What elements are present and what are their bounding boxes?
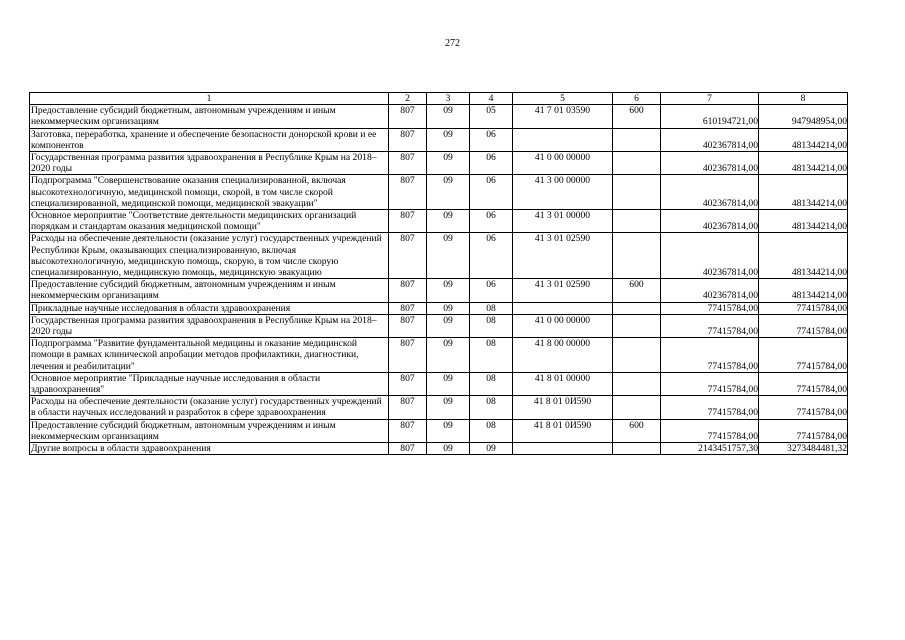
expense-type-code (613, 443, 661, 455)
section-code: 09 (427, 314, 470, 337)
target-article-code: 41 8 00 00000 (513, 338, 613, 373)
section-code: 09 (427, 175, 470, 210)
target-article-code: 41 3 01 00000 (513, 210, 613, 233)
expense-type-code (613, 128, 661, 151)
expense-name: Государственная программа развития здравоохранения в Республике Крым на 2018–2020 годы (30, 152, 389, 175)
expense-type-code (613, 302, 661, 314)
ministry-code: 807 (389, 443, 427, 455)
target-article-code (513, 128, 613, 151)
section-code: 09 (427, 372, 470, 395)
ministry-code: 807 (389, 210, 427, 233)
amount-year-2: 947948954,00 (759, 105, 848, 128)
expense-type-code: 600 (613, 279, 661, 302)
expense-name: Предоставление субсидий бюджетным, автономным учреждениям и иным некоммерческим организациям (30, 105, 389, 128)
section-code: 09 (427, 396, 470, 419)
ministry-code: 807 (389, 128, 427, 151)
table-row (30, 279, 848, 302)
section-code: 09 (427, 233, 470, 279)
section-code: 09 (427, 419, 470, 442)
table-row (30, 372, 848, 395)
table-row (30, 233, 848, 279)
column-header: 4 (470, 93, 513, 105)
expense-type-code (613, 233, 661, 279)
target-article-code: 41 3 01 02590 (513, 233, 613, 279)
expense-name: Другие вопросы в области здравоохранения (30, 443, 389, 455)
budget-table (29, 92, 848, 455)
expense-name: Подпрограмма "Совершенствование оказания специализированной, включая высокотехнологичную, медицинской помощи, скорой, в том числе скорой специализированной, медицинской помощи, медицинской эвакуации" (30, 175, 389, 210)
amount-year-1: 2143451757,30 (661, 443, 759, 455)
expense-name: Основное мероприятие "Прикладные научные исследования в области здравоохранения" (30, 372, 389, 395)
target-article-code: 41 8 01 0И590 (513, 396, 613, 419)
subsection-code: 08 (470, 372, 513, 395)
section-code: 09 (427, 210, 470, 233)
section-code: 09 (427, 338, 470, 373)
amount-year-1: 77415784,00 (661, 314, 759, 337)
table-row (30, 175, 848, 210)
table-row (30, 105, 848, 128)
amount-year-1: 77415784,00 (661, 419, 759, 442)
target-article-code: 41 8 01 0И590 (513, 419, 613, 442)
target-article-code: 41 3 00 00000 (513, 175, 613, 210)
ministry-code: 807 (389, 302, 427, 314)
amount-year-1: 402367814,00 (661, 279, 759, 302)
subsection-code: 08 (470, 396, 513, 419)
expense-type-code (613, 210, 661, 233)
expense-name: Основное мероприятие "Соответствие деятельности медицинских организаций порядкам и стандартам оказания медицинской помощи" (30, 210, 389, 233)
subsection-code: 06 (470, 152, 513, 175)
target-article-code (513, 302, 613, 314)
section-code: 09 (427, 105, 470, 128)
amount-year-1: 402367814,00 (661, 210, 759, 233)
section-code: 09 (427, 152, 470, 175)
table-row (30, 128, 848, 151)
ministry-code: 807 (389, 338, 427, 373)
amount-year-1: 402367814,00 (661, 175, 759, 210)
subsection-code: 08 (470, 314, 513, 337)
table-row (30, 419, 848, 442)
amount-year-1: 402367814,00 (661, 152, 759, 175)
expense-type-code: 600 (613, 105, 661, 128)
ministry-code: 807 (389, 233, 427, 279)
table-row (30, 314, 848, 337)
table-row (30, 338, 848, 373)
amount-year-2: 481344214,00 (759, 233, 848, 279)
table-header-row (30, 93, 848, 105)
subsection-code: 08 (470, 419, 513, 442)
expense-name: Заготовка, переработка, хранение и обеспечение безопасности донорской крови и ее компонентов (30, 128, 389, 151)
target-article-code: 41 7 01 03590 (513, 105, 613, 128)
amount-year-1: 402367814,00 (661, 128, 759, 151)
expense-type-code (613, 175, 661, 210)
target-article-code: 41 8 01 00000 (513, 372, 613, 395)
expense-name: Расходы на обеспечение деятельности (оказание услуг) государственных учреждений Республики Крым, оказывающих специализированную, включая высокотехнологичную, медицинскую помощь, скорую, в том числе скорую специализированную, медицинскую помощь, медицинскую эвакуацию (30, 233, 389, 279)
subsection-code: 06 (470, 128, 513, 151)
expense-name: Предоставление субсидий бюджетным, автономным учреждениям и иным некоммерческим организациям (30, 419, 389, 442)
amount-year-1: 77415784,00 (661, 302, 759, 314)
amount-year-1: 610194721,00 (661, 105, 759, 128)
subsection-code: 09 (470, 443, 513, 455)
subsection-code: 06 (470, 233, 513, 279)
ministry-code: 807 (389, 396, 427, 419)
expense-type-code (613, 372, 661, 395)
target-article-code: 41 0 00 00000 (513, 314, 613, 337)
target-article-code: 41 3 01 02590 (513, 279, 613, 302)
ministry-code: 807 (389, 105, 427, 128)
expense-name: Прикладные научные исследования в области здравоохранения (30, 302, 389, 314)
amount-year-1: 77415784,00 (661, 338, 759, 373)
section-code: 09 (427, 128, 470, 151)
ministry-code: 807 (389, 152, 427, 175)
amount-year-2: 3273484481,32 (759, 443, 848, 455)
section-code: 09 (427, 279, 470, 302)
expense-type-code (613, 152, 661, 175)
amount-year-2: 77415784,00 (759, 372, 848, 395)
table-row (30, 443, 848, 455)
expense-name: Подпрограмма "Развитие фундаментальной медицины и оказание медицинской помощи в рамках клинической апробации методов профилактики, диагностики, лечения и реабилитации" (30, 338, 389, 373)
column-header: 6 (613, 93, 661, 105)
page-number: 272 (445, 38, 460, 49)
amount-year-2: 77415784,00 (759, 396, 848, 419)
column-header: 7 (661, 93, 759, 105)
ministry-code: 807 (389, 314, 427, 337)
expense-name: Государственная программа развития здравоохранения в Республике Крым на 2018–2020 годы (30, 314, 389, 337)
amount-year-1: 402367814,00 (661, 233, 759, 279)
amount-year-1: 77415784,00 (661, 396, 759, 419)
ministry-code: 807 (389, 279, 427, 302)
subsection-code: 06 (470, 175, 513, 210)
table-row (30, 210, 848, 233)
subsection-code: 08 (470, 302, 513, 314)
target-article-code (513, 443, 613, 455)
amount-year-2: 481344214,00 (759, 175, 848, 210)
amount-year-2: 77415784,00 (759, 419, 848, 442)
column-header: 1 (30, 93, 389, 105)
amount-year-2: 77415784,00 (759, 302, 848, 314)
ministry-code: 807 (389, 419, 427, 442)
expense-name: Расходы на обеспечение деятельности (оказание услуг) государственных учреждений в области научных исследований и разработок в сфере здравоохранения (30, 396, 389, 419)
ministry-code: 807 (389, 175, 427, 210)
expense-type-code (613, 338, 661, 373)
column-header: 5 (513, 93, 613, 105)
table-row (30, 302, 848, 314)
subsection-code: 05 (470, 105, 513, 128)
subsection-code: 08 (470, 338, 513, 373)
section-code: 09 (427, 302, 470, 314)
target-article-code: 41 0 00 00000 (513, 152, 613, 175)
section-code: 09 (427, 443, 470, 455)
expense-name: Предоставление субсидий бюджетным, автономным учреждениям и иным некоммерческим организациям (30, 279, 389, 302)
expense-type-code (613, 314, 661, 337)
column-header: 8 (759, 93, 848, 105)
ministry-code: 807 (389, 372, 427, 395)
table-row (30, 396, 848, 419)
expense-type-code (613, 396, 661, 419)
amount-year-2: 481344214,00 (759, 152, 848, 175)
column-header: 2 (389, 93, 427, 105)
amount-year-2: 481344214,00 (759, 210, 848, 233)
subsection-code: 06 (470, 279, 513, 302)
table-row (30, 152, 848, 175)
subsection-code: 06 (470, 210, 513, 233)
amount-year-2: 481344214,00 (759, 279, 848, 302)
amount-year-2: 481344214,00 (759, 128, 848, 151)
amount-year-1: 77415784,00 (661, 372, 759, 395)
amount-year-2: 77415784,00 (759, 338, 848, 373)
expense-type-code: 600 (613, 419, 661, 442)
column-header: 3 (427, 93, 470, 105)
amount-year-2: 77415784,00 (759, 314, 848, 337)
